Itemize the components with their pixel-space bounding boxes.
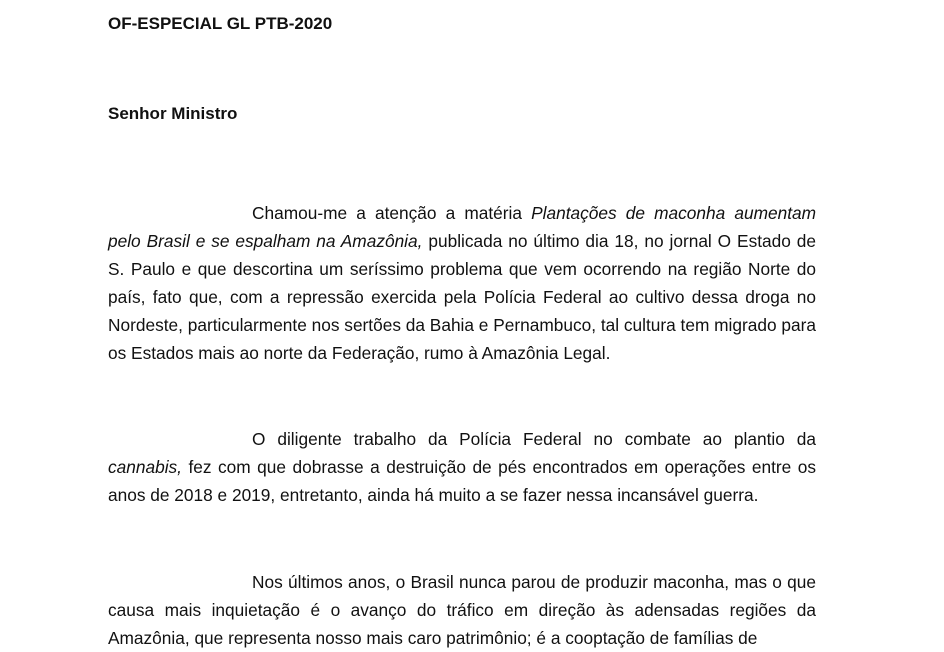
paragraph-2-intro: O diligente trabalho da Polícia Federal no combate ao plantio da [252,429,816,449]
paragraph-1-intro: Chamou-me a atenção a matéria [252,203,532,223]
paragraph-1-rest: publicada no último dia 18, no jornal O Estado de S. Paulo e que descortina um seríssimo problema que vem ocorrendo na região Norte do país, fato que, com a repressão exercida pela Polícia Federal ao cultivo dessa droga no Nordeste, particularmente nos sertões da Bahia e Pernambuco, tal cultura tem migrado para os Estados mais ao norte da Federação, rumo à Amazônia Legal. [108,231,816,363]
cannabis-term: cannabis, [108,457,182,477]
paragraph-3-intro: Nos últimos anos, o Brasil nunca parou de produzir maconha, mas o que causa mais inquietação é o avanço do tráfico em direção às adensadas regiões da Amazônia, que representa nosso mais caro patrimônio; é a cooptação de famílias de [108,572,816,648]
paragraph-1 [108,199,816,367]
paragraph-2-rest: fez com que dobrasse a destruição de pés encontrados em operações entre os anos de 2018 e 2019, entretanto, ainda há muito a se fazer nessa incansável guerra. [108,457,816,505]
document-heading: OF-ESPECIAL GL PTB-2020 [108,14,333,33]
article-title: Plantações de maconha aumentam pelo Brasil e se espalham na Amazônia, [108,203,817,251]
paragraph-2 [108,425,816,509]
salutation: Senhor Ministro [108,104,238,123]
paragraph-3 [108,568,816,652]
